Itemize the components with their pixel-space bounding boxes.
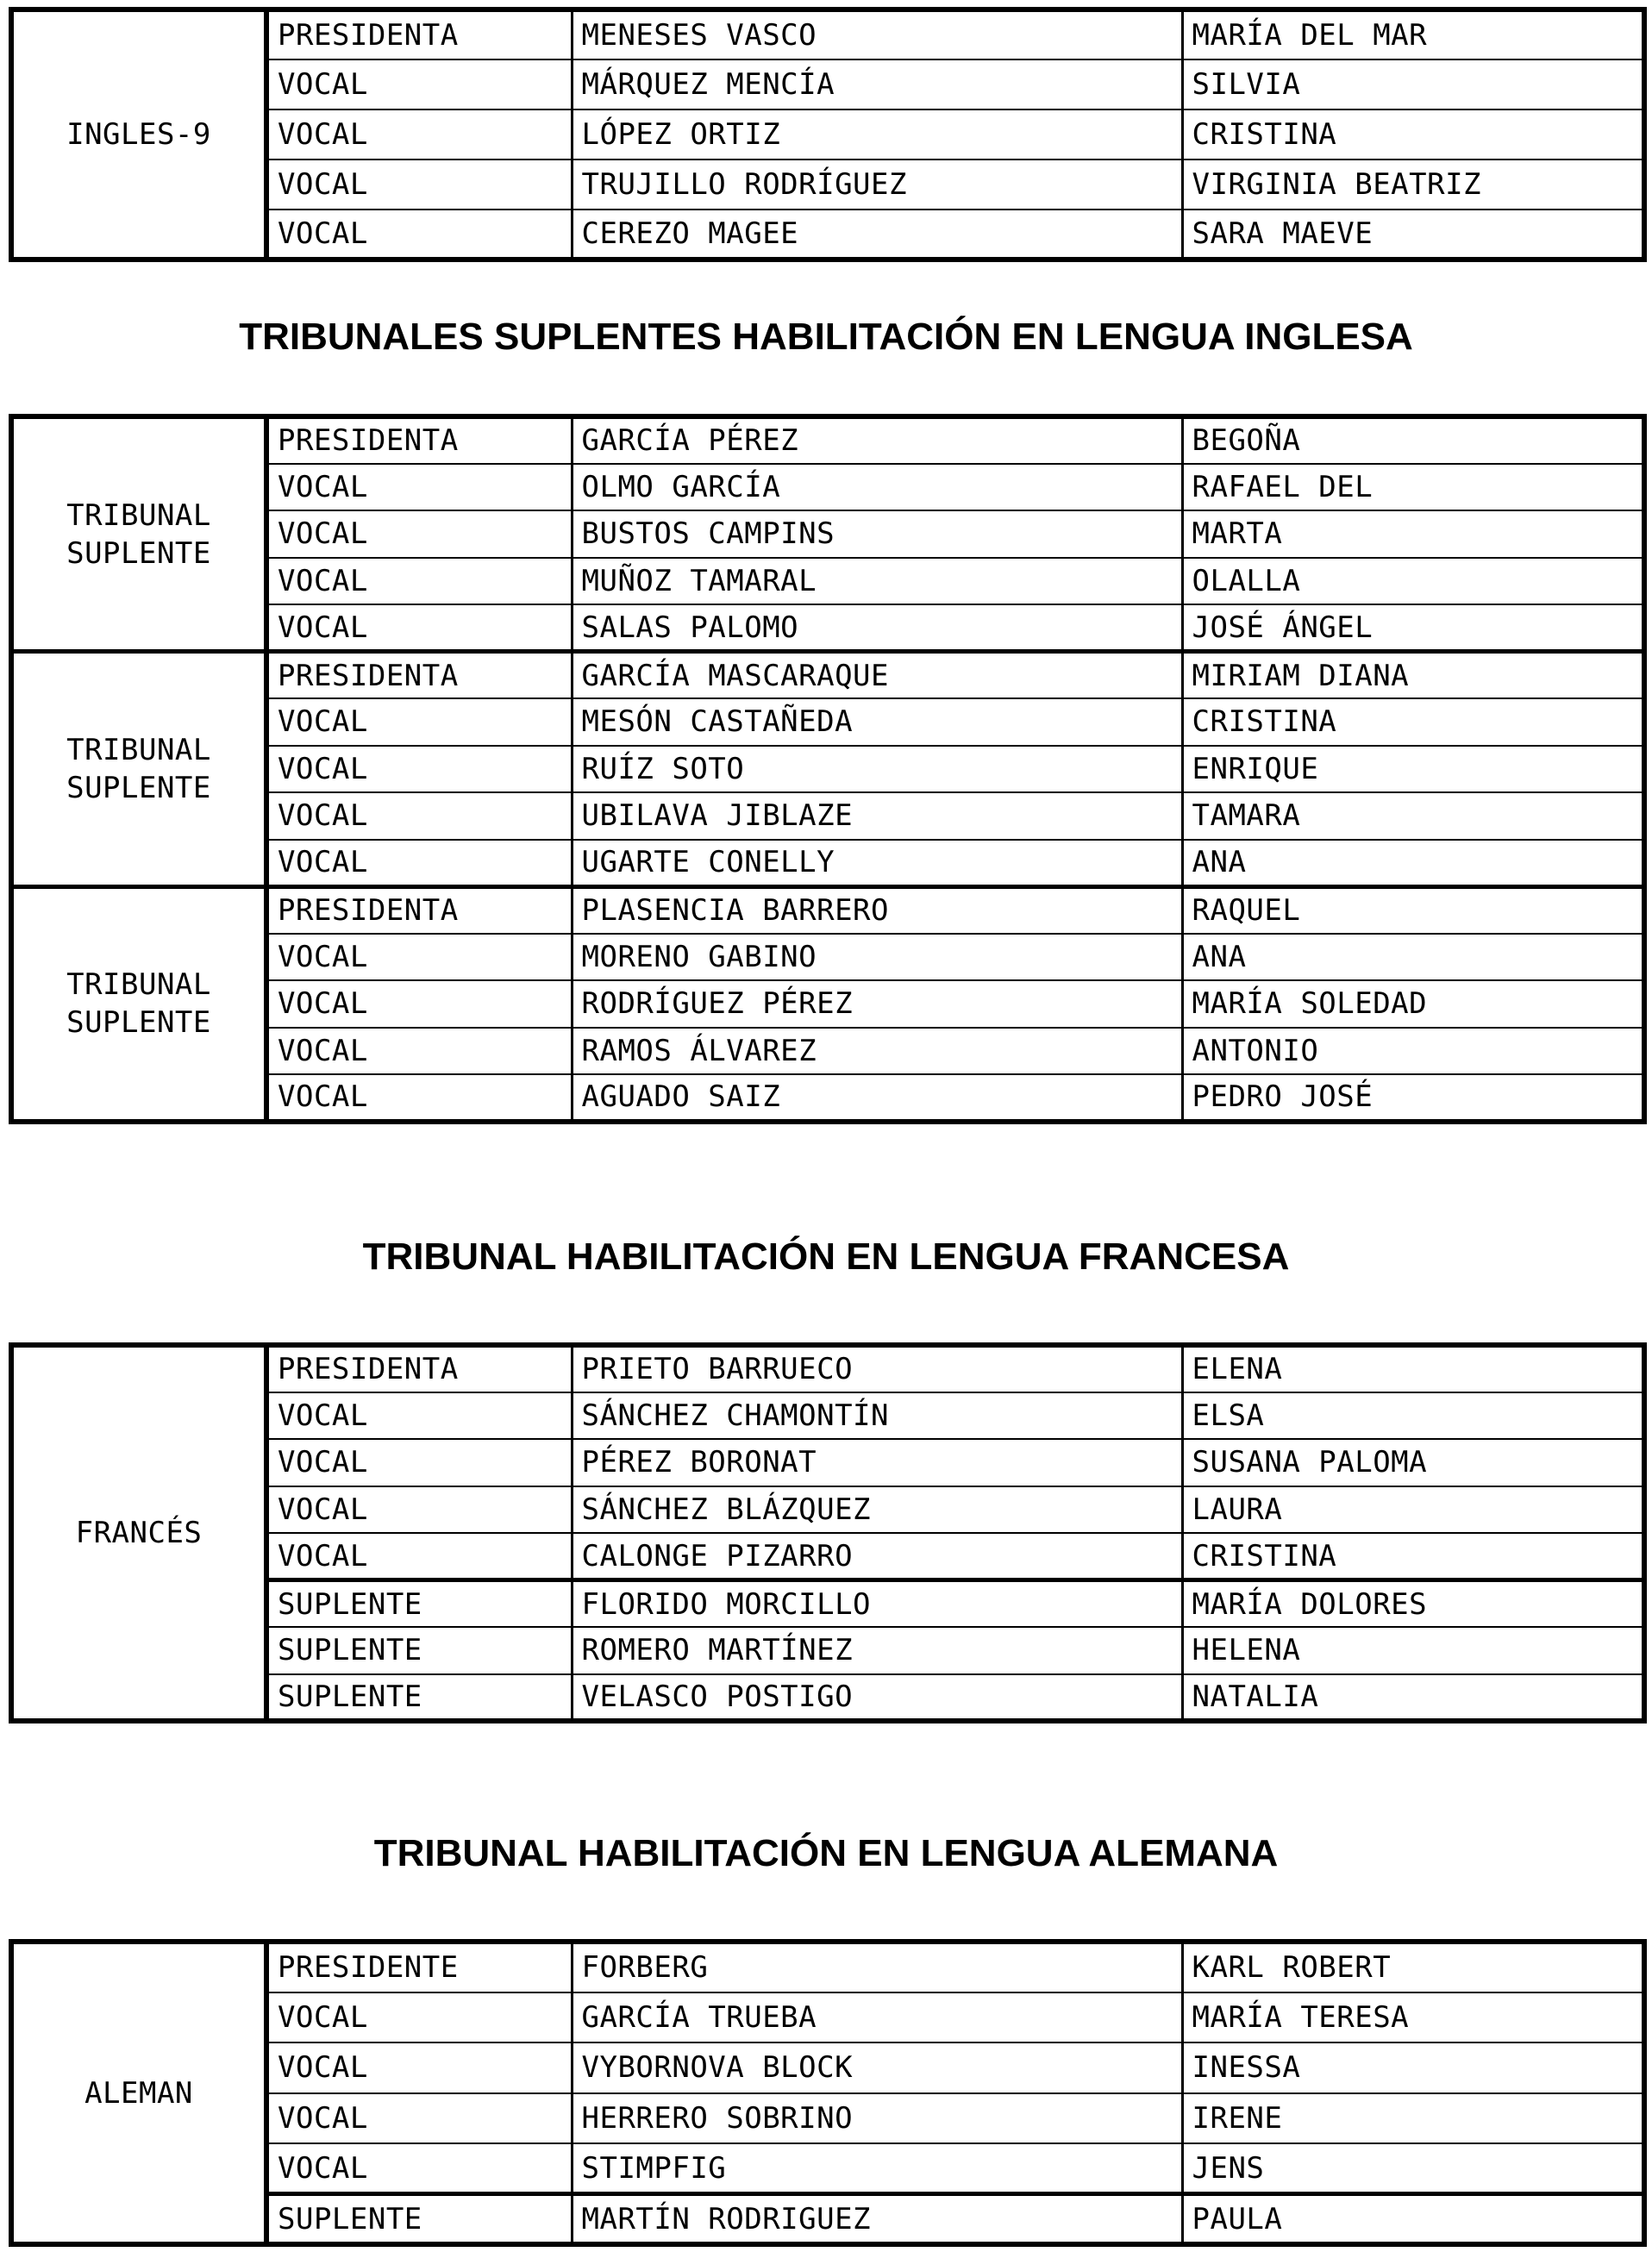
section-title-frances: TRIBUNAL HABILITACIÓN EN LENGUA FRANCESA bbox=[362, 1235, 1290, 1278]
surname-cell: SÁNCHEZ CHAMONTÍN bbox=[572, 1392, 1182, 1440]
surname-cell: UBILAVA JIBLAZE bbox=[572, 792, 1182, 840]
role-cell: VOCAL bbox=[266, 980, 572, 1028]
role-cell: PRESIDENTA bbox=[266, 652, 572, 699]
given-name-cell: ANA bbox=[1182, 934, 1644, 981]
given-name-cell: MARTA bbox=[1182, 510, 1644, 558]
role-cell: VOCAL bbox=[266, 1486, 572, 1534]
given-name-cell: SILVIA bbox=[1182, 59, 1644, 109]
given-name-cell: ENRIQUE bbox=[1182, 746, 1644, 793]
role-cell: VOCAL bbox=[266, 1074, 572, 1122]
surname-cell: VELASCO POSTIGO bbox=[572, 1674, 1182, 1722]
given-name-cell: SUSANA PALOMA bbox=[1182, 1439, 1644, 1486]
tribunal-label: TRIBUNAL SUPLENTE bbox=[11, 886, 266, 1122]
surname-cell: OLMO GARCÍA bbox=[572, 464, 1182, 511]
given-name-cell: OLALLA bbox=[1182, 558, 1644, 605]
tribunal-label: INGLES-9 bbox=[11, 9, 266, 260]
given-name-cell: BEGOÑA bbox=[1182, 416, 1644, 464]
role-cell: VOCAL bbox=[266, 698, 572, 746]
surname-cell: PRIETO BARRUECO bbox=[572, 1345, 1182, 1392]
surname-cell: PÉREZ BORONAT bbox=[572, 1439, 1182, 1486]
role-cell: VOCAL bbox=[266, 746, 572, 793]
given-name-cell: TAMARA bbox=[1182, 792, 1644, 840]
role-cell: VOCAL bbox=[266, 1028, 572, 1075]
role-cell: VOCAL bbox=[266, 2042, 572, 2093]
surname-cell: GARCÍA TRUEBA bbox=[572, 1992, 1182, 2043]
surname-cell: VYBORNOVA BLOCK bbox=[572, 2042, 1182, 2093]
role-cell: SUPLENTE bbox=[266, 2194, 572, 2245]
role-cell: SUPLENTE bbox=[266, 1674, 572, 1722]
surname-cell: MUÑOZ TAMARAL bbox=[572, 558, 1182, 605]
given-name-cell: JENS bbox=[1182, 2143, 1644, 2194]
role-cell: VOCAL bbox=[266, 160, 572, 210]
given-name-cell: MARÍA DOLORES bbox=[1182, 1580, 1644, 1628]
surname-cell: RODRÍGUEZ PÉREZ bbox=[572, 980, 1182, 1028]
given-name-cell: ANTONIO bbox=[1182, 1028, 1644, 1075]
given-name-cell: PAULA bbox=[1182, 2194, 1644, 2245]
surname-cell: UGARTE CONELLY bbox=[572, 840, 1182, 887]
given-name-cell: CRISTINA bbox=[1182, 109, 1644, 160]
given-name-cell: IRENE bbox=[1182, 2093, 1644, 2144]
member-row bbox=[11, 416, 1644, 464]
given-name-cell: VIRGINIA BEATRIZ bbox=[1182, 160, 1644, 210]
surname-cell: BUSTOS CAMPINS bbox=[572, 510, 1182, 558]
role-cell: VOCAL bbox=[266, 109, 572, 160]
given-name-cell: INESSA bbox=[1182, 2042, 1644, 2093]
role-cell: VOCAL bbox=[266, 464, 572, 511]
given-name-cell: MARÍA DEL MAR bbox=[1182, 9, 1644, 59]
member-row bbox=[11, 886, 1644, 934]
surname-cell: SÁNCHEZ BLÁZQUEZ bbox=[572, 1486, 1182, 1534]
surname-cell: RAMOS ÁLVAREZ bbox=[572, 1028, 1182, 1075]
member-row bbox=[11, 1942, 1644, 1992]
section-title-suplentes-ingles: TRIBUNALES SUPLENTES HABILITACIÓN EN LENGUA INGLESA bbox=[239, 316, 1413, 358]
role-cell: SUPLENTE bbox=[266, 1627, 572, 1674]
surname-cell: MENESES VASCO bbox=[572, 9, 1182, 59]
given-name-cell: SARA MAEVE bbox=[1182, 210, 1644, 260]
given-name-cell: MIRIAM DIANA bbox=[1182, 652, 1644, 699]
given-name-cell: CRISTINA bbox=[1182, 1533, 1644, 1580]
role-cell: VOCAL bbox=[266, 59, 572, 109]
surname-cell: CEREZO MAGEE bbox=[572, 210, 1182, 260]
surname-cell: CALONGE PIZARRO bbox=[572, 1533, 1182, 1580]
role-cell: PRESIDENTA bbox=[266, 416, 572, 464]
role-cell: VOCAL bbox=[266, 510, 572, 558]
surname-cell: PLASENCIA BARRERO bbox=[572, 886, 1182, 934]
role-cell: VOCAL bbox=[266, 934, 572, 981]
surname-cell: MORENO GABINO bbox=[572, 934, 1182, 981]
given-name-cell: CRISTINA bbox=[1182, 698, 1644, 746]
given-name-cell: ANA bbox=[1182, 840, 1644, 887]
given-name-cell: NATALIA bbox=[1182, 1674, 1644, 1722]
given-name-cell: KARL ROBERT bbox=[1182, 1942, 1644, 1992]
role-cell: VOCAL bbox=[266, 792, 572, 840]
tribunal-label: FRANCÉS bbox=[11, 1345, 266, 1721]
surname-cell: SALAS PALOMO bbox=[572, 604, 1182, 652]
surname-cell: MARTÍN RODRIGUEZ bbox=[572, 2194, 1182, 2245]
role-cell: VOCAL bbox=[266, 1392, 572, 1440]
surname-cell: HERRERO SOBRINO bbox=[572, 2093, 1182, 2144]
given-name-cell: HELENA bbox=[1182, 1627, 1644, 1674]
table-suplentes-ingles bbox=[9, 414, 1647, 1124]
surname-cell: MESÓN CASTAÑEDA bbox=[572, 698, 1182, 746]
role-cell: VOCAL bbox=[266, 2093, 572, 2144]
given-name-cell: ELSA bbox=[1182, 1392, 1644, 1440]
surname-cell: RUÍZ SOTO bbox=[572, 746, 1182, 793]
given-name-cell: RAFAEL DEL bbox=[1182, 464, 1644, 511]
surname-cell: GARCÍA PÉREZ bbox=[572, 416, 1182, 464]
given-name-cell: ELENA bbox=[1182, 1345, 1644, 1392]
given-name-cell: JOSÉ ÁNGEL bbox=[1182, 604, 1644, 652]
role-cell: VOCAL bbox=[266, 210, 572, 260]
table-ingles-9 bbox=[9, 7, 1647, 262]
surname-cell: STIMPFIG bbox=[572, 2143, 1182, 2194]
surname-cell: FLORIDO MORCILLO bbox=[572, 1580, 1182, 1628]
role-cell: PRESIDENTE bbox=[266, 1942, 572, 1992]
tribunal-label: TRIBUNAL SUPLENTE bbox=[11, 652, 266, 887]
role-cell: VOCAL bbox=[266, 2143, 572, 2194]
surname-cell: ROMERO MARTÍNEZ bbox=[572, 1627, 1182, 1674]
table-aleman bbox=[9, 1939, 1647, 2247]
role-cell: PRESIDENTA bbox=[266, 1345, 572, 1392]
role-cell: VOCAL bbox=[266, 558, 572, 605]
surname-cell: LÓPEZ ORTIZ bbox=[572, 109, 1182, 160]
surname-cell: MÁRQUEZ MENCÍA bbox=[572, 59, 1182, 109]
surname-cell: AGUADO SAIZ bbox=[572, 1074, 1182, 1122]
member-row bbox=[11, 9, 1644, 59]
given-name-cell: LAURA bbox=[1182, 1486, 1644, 1534]
role-cell: PRESIDENTA bbox=[266, 886, 572, 934]
role-cell: VOCAL bbox=[266, 1533, 572, 1580]
role-cell: VOCAL bbox=[266, 604, 572, 652]
given-name-cell: MARÍA SOLEDAD bbox=[1182, 980, 1644, 1028]
section-title-aleman: TRIBUNAL HABILITACIÓN EN LENGUA ALEMANA bbox=[373, 1832, 1279, 1874]
role-cell: VOCAL bbox=[266, 840, 572, 887]
surname-cell: GARCÍA MASCARAQUE bbox=[572, 652, 1182, 699]
given-name-cell: PEDRO JOSÉ bbox=[1182, 1074, 1644, 1122]
tribunal-label: TRIBUNAL SUPLENTE bbox=[11, 416, 266, 652]
member-row bbox=[11, 1345, 1644, 1392]
surname-cell: TRUJILLO RODRÍGUEZ bbox=[572, 160, 1182, 210]
role-cell: VOCAL bbox=[266, 1439, 572, 1486]
role-cell: SUPLENTE bbox=[266, 1580, 572, 1628]
surname-cell: FORBERG bbox=[572, 1942, 1182, 1992]
table-frances bbox=[9, 1342, 1647, 1723]
role-cell: VOCAL bbox=[266, 1992, 572, 2043]
given-name-cell: RAQUEL bbox=[1182, 886, 1644, 934]
given-name-cell: MARÍA TERESA bbox=[1182, 1992, 1644, 2043]
member-row bbox=[11, 652, 1644, 699]
role-cell: PRESIDENTA bbox=[266, 9, 572, 59]
tribunal-label: ALEMAN bbox=[11, 1942, 266, 2244]
